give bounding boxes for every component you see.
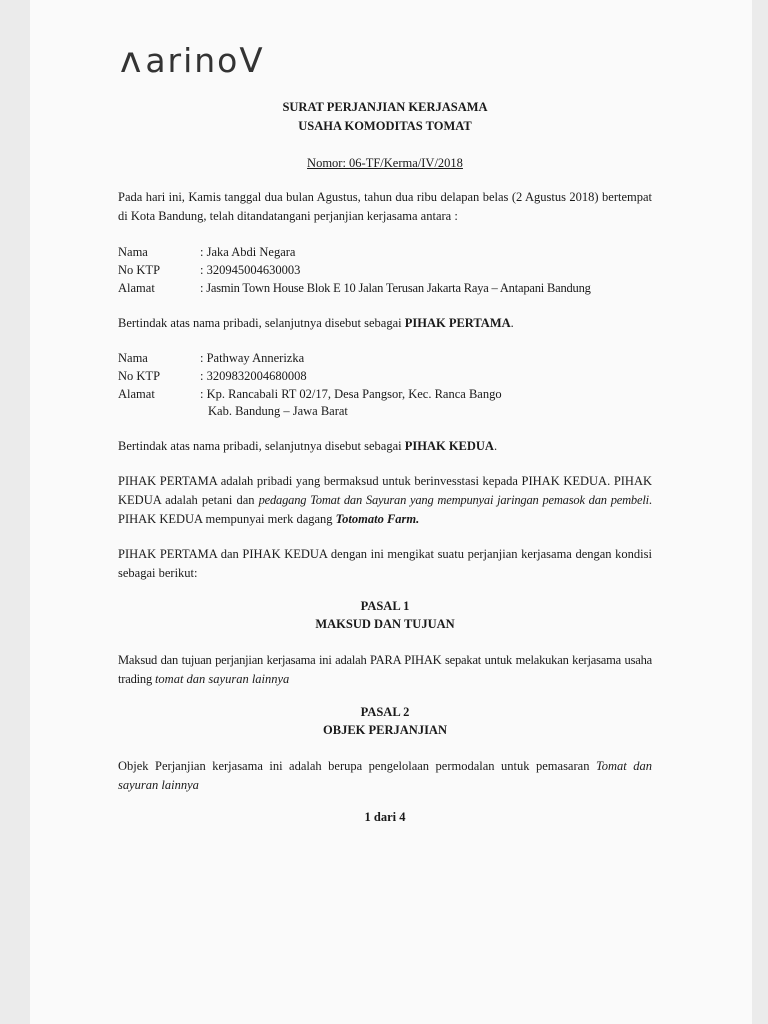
party2-address-label: Alamat [118, 387, 155, 401]
document-title-line1: SURAT PERJANJIAN KERJASAMA [282, 100, 488, 114]
pasal2-body [118, 757, 652, 795]
document-title-line2: USAHA KOMODITAS TOMAT [298, 119, 472, 133]
party2-name-value: : Pathway Annerizka [200, 351, 305, 365]
agreement-intro: PIHAK PERTAMA dan PIHAK KEDUA dengan ini mengikat suatu perjanjian kerjasama dengan kondisi sebagai berikut: [118, 547, 652, 580]
pasal1-title: MAKSUD DAN TUJUAN [315, 617, 455, 631]
party1-address-row [118, 279, 591, 298]
party1-name-value: : Jaka Abdi Negara [200, 245, 296, 259]
pasal1-body [118, 651, 652, 689]
party1-role-suffix: . [510, 316, 514, 330]
party1-ktp-row [118, 261, 300, 280]
logo-mark-left: ʌ [120, 40, 144, 81]
document-number: Nomor: 06-TF/Kerma/IV/2018 [307, 156, 463, 170]
logo-mark-right: V [239, 40, 265, 81]
party2-ktp-value: : 3209832004680008 [200, 369, 307, 383]
party2-role [118, 437, 652, 456]
party1-role-bold: PIHAK PERTAMA [404, 316, 511, 330]
party2-ktp-row [118, 367, 307, 386]
party2-name-label: Nama [118, 351, 148, 365]
brand-name: Totomato Farm. [335, 512, 420, 526]
page-number: 1 dari 4 [364, 810, 406, 824]
party1-ktp-value: : 320945004630003 [200, 263, 301, 277]
party1-address-value: : Jasmin Town House Blok E 10 Jalan Terusan Jakarta Raya – Antapani Bandung [200, 281, 591, 295]
description-line2-italic: pedagang Tomat dan Sayuran yang mempunyai jaringan pemasok dan pembeli [258, 493, 649, 507]
party1-role-text: Bertindak atas nama pribadi, selanjutnya disebut sebagai [118, 316, 405, 330]
party2-role-suffix: . [493, 439, 498, 453]
party1-address-label: Alamat [118, 281, 155, 295]
description-line2-plain2: . PIHAK KEDUA mempunyai merk dagang [118, 493, 652, 526]
party1-ktp-label: No KTP [118, 263, 161, 277]
pasal1-body-italic: tomat dan sayuran lainnya [154, 672, 290, 686]
pasal1-number: PASAL 1 [360, 599, 410, 613]
parties-description [118, 472, 652, 529]
pasal2-title: OBJEK PERJANJIAN [323, 723, 447, 737]
intro-paragraph: Pada hari ini, Kamis tanggal dua bulan Agustus, tahun dua ribu delapan belas (2 Agustus 2018) bertempat di Kota Bandung, telah ditandatangani perjanjian kerjasama antara : [118, 190, 652, 223]
party2-address-value-line2: Kab. Bandung – Jawa Barat [208, 404, 348, 418]
pasal2-number: PASAL 2 [360, 705, 410, 719]
party2-address-value-line1: : Kp. Rancabali RT 02/17, Desa Pangsor, Kec. Ranca Bango [200, 387, 502, 401]
party1-role [118, 314, 652, 333]
company-logo [120, 40, 265, 81]
party2-role-text: Bertindak atas nama pribadi, selanjutnya disebut sebagai [118, 439, 405, 453]
party2-name-row [118, 349, 304, 368]
party2-role-bold: PIHAK KEDUA [404, 439, 494, 453]
party1-name-label: Nama [118, 245, 148, 259]
pasal2-body-italic: Tomat dan sayuran lainnya [118, 759, 652, 792]
pasal2-body-text: Objek Perjanjian kerjasama ini adalah berupa pengelolaan permodalan untuk pemasaran [118, 759, 596, 773]
document-number-wrap [118, 156, 652, 171]
description-line2-plain: PIHAK KEDUA adalah petani dan [118, 474, 653, 507]
description-line1: PIHAK PERTAMA adalah pribadi yang bermaksud untuk berinvesstasi kepada PIHAK KEDUA. [118, 474, 611, 488]
party2-ktp-label: No KTP [118, 369, 161, 383]
party1-name-row [118, 243, 295, 262]
pasal1-body-text: Maksud dan tujuan perjanjian kerjasama ini adalah PARA PIHAK sepakat untuk melakukan kerjasama usaha trading [118, 653, 652, 686]
logo-text: arino [145, 41, 240, 80]
